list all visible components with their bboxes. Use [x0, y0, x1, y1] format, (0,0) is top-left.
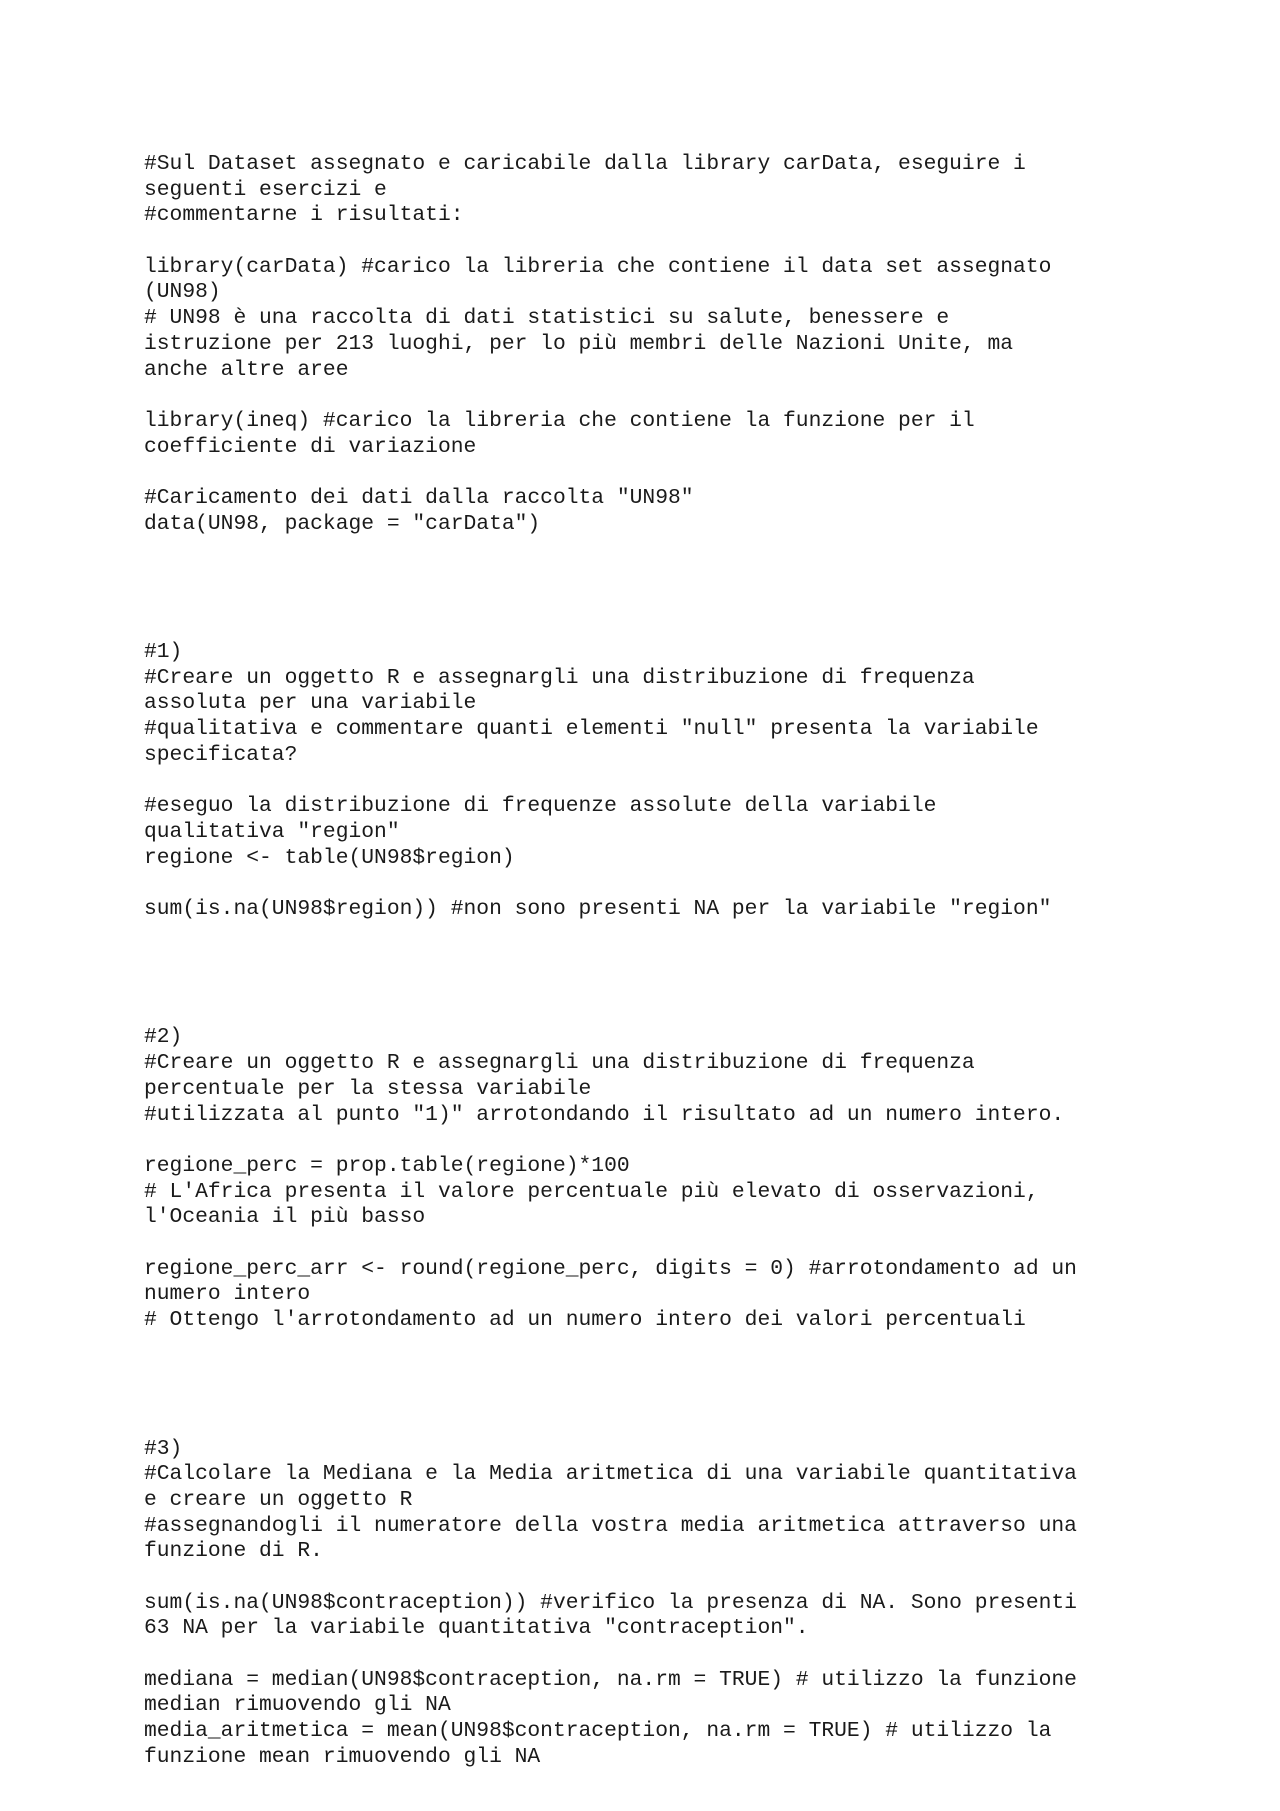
text-line: l'Oceania il più basso [144, 1205, 426, 1230]
text-line: library(carData) #carico la libreria che contiene il data set assegnato [144, 254, 1052, 279]
text-line: library(ineq) #carico la libreria che contiene la funzione per il [144, 408, 975, 433]
library-cardata-block [144, 255, 1144, 383]
text-line: assoluta per una variabile [144, 691, 477, 716]
spacer [144, 769, 1144, 795]
text-line: #2) [144, 1025, 183, 1050]
intro-block [144, 152, 1144, 229]
text-line: #Caricamento dei dati dalla raccolta "UN98" [144, 485, 694, 510]
text-line: #Sul Dataset assegnato e caricabile dalla library carData, eseguire i [144, 152, 1026, 176]
spacer [144, 923, 1144, 1026]
text-line: e creare un oggetto R [144, 1487, 413, 1512]
text-line: 63 NA per la variabile quantitativa "contraception". [144, 1616, 809, 1641]
text-line: #commentarne i risultati: [144, 203, 464, 228]
text-line: #Calcolare la Mediana e la Media aritmetica di una variabile quantitativa [144, 1462, 1077, 1487]
exercise-2-percent [144, 1154, 1144, 1231]
text-line: regione_perc_arr <- round(regione_perc, digits = 0) #arrotondamento ad un [144, 1256, 1077, 1281]
text-line: # Ottengo l'arrotondamento ad un numero intero dei valori percentuali [144, 1308, 1026, 1333]
text-line: regione_perc = prop.table(regione)*100 [144, 1153, 630, 1178]
text-line: media_aritmetica = mean(UN98$contraception, na.rm = TRUE) # utilizzo la [144, 1719, 1052, 1744]
text-line: anche altre aree [144, 357, 349, 382]
library-ineq-block [144, 409, 1144, 460]
text-line: funzione mean rimuovendo gli NA [144, 1744, 541, 1769]
spacer [144, 1642, 1144, 1668]
spacer [144, 460, 1144, 486]
spacer [144, 1231, 1144, 1257]
text-line: percentuale per la stessa variabile [144, 1076, 592, 1101]
exercise-3-na-check [144, 1591, 1144, 1642]
text-line: seguenti esercizi e [144, 177, 387, 202]
text-line: #assegnandogli il numeratore della vostra media aritmetica attraverso una [144, 1513, 1077, 1538]
spacer [144, 383, 1144, 409]
text-line: # L'Africa presenta il valore percentuale più elevato di osservazioni, [144, 1179, 1039, 1204]
exercise-3-header [144, 1437, 1144, 1565]
spacer [144, 229, 1144, 255]
exercise-1-na-check [144, 897, 1144, 923]
text-line: regione <- table(UN98$region) [144, 845, 515, 870]
text-line: median rimuovendo gli NA [144, 1693, 451, 1718]
text-line: #utilizzata al punto "1)" arrotondando il risultato ad un numero intero. [144, 1102, 1065, 1127]
text-line: coefficiente di variazione [144, 434, 477, 459]
text-line: #3) [144, 1436, 183, 1461]
text-line: numero intero [144, 1282, 311, 1307]
text-line: qualitativa "region" [144, 819, 400, 844]
exercise-1-header [144, 640, 1144, 768]
text-line: #Creare un oggetto R e assegnargli una distribuzione di frequenza [144, 665, 975, 690]
text-line: mediana = median(UN98$contraception, na.rm = TRUE) # utilizzo la funzione [144, 1667, 1077, 1692]
text-line: funzione di R. [144, 1539, 323, 1564]
spacer [144, 537, 1144, 640]
text-line: (UN98) [144, 280, 221, 305]
text-line: #qualitativa e commentare quanti elementi "null" presenta la variabile [144, 717, 1039, 742]
text-line: #eseguo la distribuzione di frequenze assolute della variabile [144, 794, 937, 819]
spacer [144, 1334, 1144, 1437]
spacer [144, 871, 1144, 897]
spacer [144, 1565, 1144, 1591]
exercise-2-round [144, 1257, 1144, 1334]
text-line: sum(is.na(UN98$contraception)) #verifico la presenza di NA. Sono presenti [144, 1590, 1077, 1615]
text-line: #1) [144, 640, 183, 665]
spacer [144, 1128, 1144, 1154]
exercise-2-header [144, 1025, 1144, 1128]
text-line: data(UN98, package = "carData") [144, 511, 541, 536]
load-data-block [144, 486, 1144, 537]
exercise-1-code [144, 794, 1144, 871]
text-line: istruzione per 213 luoghi, per lo più membri delle Nazioni Unite, ma [144, 331, 1014, 356]
text-line: # UN98 è una raccolta di dati statistici su salute, benessere e [144, 306, 950, 331]
code-document [144, 152, 1144, 1770]
text-line: sum(is.na(UN98$region)) #non sono presenti NA per la variabile "region" [144, 896, 1052, 921]
exercise-3-stats [144, 1668, 1144, 1771]
text-line: #Creare un oggetto R e assegnargli una distribuzione di frequenza [144, 1051, 975, 1076]
text-line: specificata? [144, 742, 298, 767]
